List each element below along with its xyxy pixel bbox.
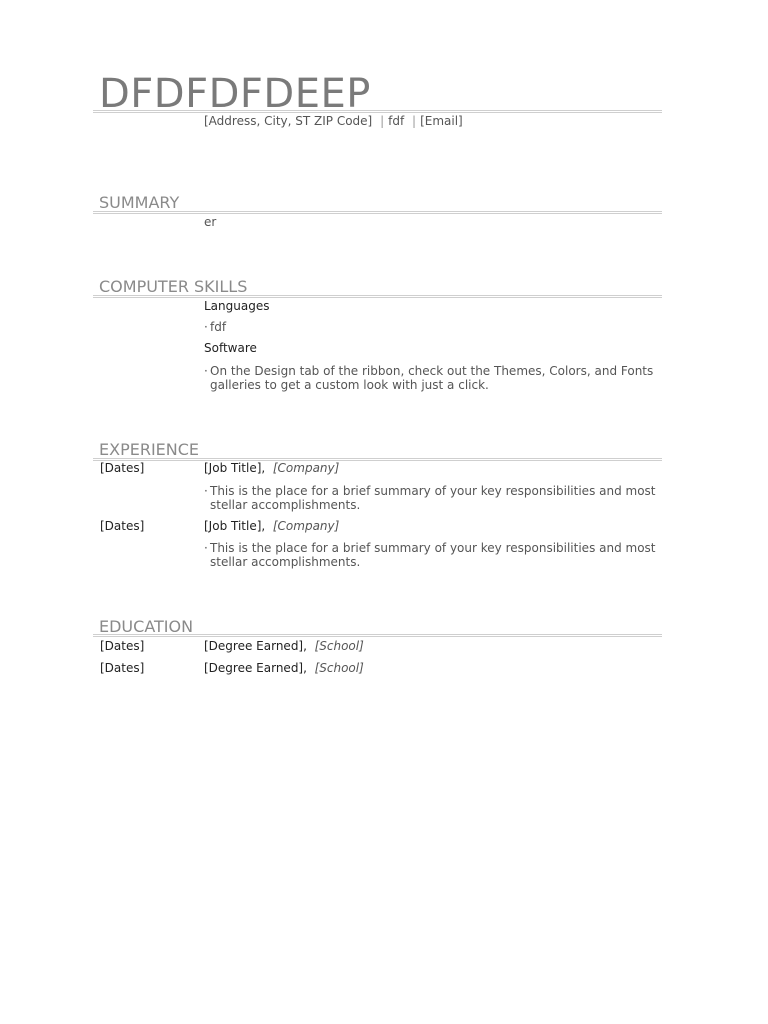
skill-item-text: fdf (210, 320, 227, 334)
experience-bullet-text: This is the place for a brief summary of your key responsibilities and most stellar accomplishments. (210, 541, 656, 569)
skills-list-item (204, 320, 662, 334)
bullet-marker: · (204, 320, 208, 334)
education-line (204, 661, 364, 676)
school-name: [School] (314, 661, 364, 675)
degree-earned: [Degree Earned], (204, 639, 307, 653)
experience-dates: [Dates] (100, 519, 145, 533)
skills-group-title: Languages (204, 299, 270, 313)
address-text: [Address, City, ST ZIP Code] (204, 114, 373, 128)
experience-bullet (204, 541, 662, 569)
degree-earned: [Degree Earned], (204, 661, 307, 675)
skills-divider (93, 295, 662, 298)
bullet-marker: · (204, 484, 208, 498)
experience-bullet-text: This is the place for a brief summary of your key responsibilities and most stellar accomplishments. (210, 484, 656, 512)
experience-bullet (204, 484, 662, 512)
phone-text: fdf (388, 114, 405, 128)
header-divider (93, 110, 662, 113)
experience-heading: EXPERIENCE (99, 440, 200, 459)
summary-heading: SUMMARY (99, 193, 180, 212)
experience-title-line (204, 519, 339, 534)
experience-dates: [Dates] (100, 461, 145, 475)
job-title: [Job Title], (204, 461, 266, 475)
education-dates: [Dates] (100, 661, 145, 675)
separator: | (380, 114, 385, 128)
experience-divider (93, 458, 662, 461)
contact-line (204, 114, 463, 128)
education-divider (93, 634, 662, 637)
summary-divider (93, 211, 662, 214)
email-text: [Email] (420, 114, 463, 128)
separator: | (412, 114, 417, 128)
company-name: [Company] (272, 461, 340, 475)
bullet-marker: · (204, 541, 208, 555)
resume-name: DFDFDFDEEP (99, 71, 371, 117)
experience-title-line (204, 461, 339, 476)
job-title: [Job Title], (204, 519, 266, 533)
skill-item-text: On the Design tab of the ribbon, check out the Themes, Colors, and Fonts galleries to get a custom look with just a click. (210, 364, 654, 392)
education-heading: EDUCATION (99, 617, 194, 636)
education-dates: [Dates] (100, 639, 145, 653)
summary-text: er (204, 215, 217, 229)
skills-heading: COMPUTER SKILLS (99, 277, 248, 296)
bullet-marker: · (204, 364, 208, 378)
education-line (204, 639, 364, 654)
company-name: [Company] (272, 519, 340, 533)
skills-group-title: Software (204, 341, 257, 355)
skills-list-item (204, 364, 662, 392)
school-name: [School] (314, 639, 364, 653)
